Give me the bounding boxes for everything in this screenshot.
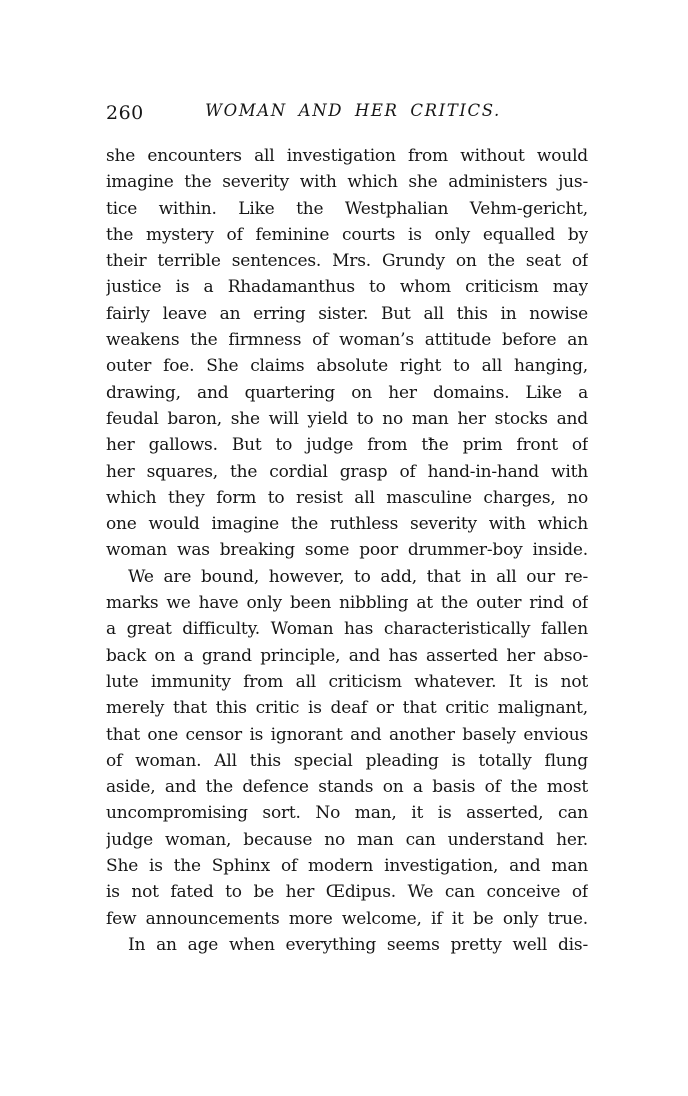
text-line: one would imagine the ruthless severity with which (106, 514, 588, 535)
text-line: woman was breaking some poor drummer-boy inside. (106, 540, 588, 561)
text-line: feudal baron, she will yield to no man her stocks and (106, 408, 588, 429)
text-line: fairly leave an erring sister. But all this in nowise (106, 303, 588, 324)
text-line: imagine the severity with which she administers jus- (106, 172, 588, 193)
text-line: justice is a Rhadamanthus to whom criticism may (106, 277, 588, 298)
text-line-paragraph-start: We are bound, however, to add, that in all our re- (128, 566, 588, 587)
text-line: uncompromising sort. No man, it is asserted, can (106, 803, 588, 824)
text-line: judge woman, because no man can understand her. (106, 829, 588, 850)
text-line: marks we have only been nibbling at the outer rind of (106, 593, 588, 614)
text-line: the mystery of feminine courts is only equalled by (106, 224, 588, 245)
text-line: which they form to resist all masculine charges, no (106, 487, 588, 508)
running-title: WOMAN AND HER CRITICS. (205, 101, 501, 120)
text-line: back on a grand principle, and has asserted her abso- (106, 645, 588, 666)
text-line: a great difficulty. Woman has characteristically fallen (106, 619, 588, 640)
text-line: weakens the firmness of woman’s attitude before an (106, 330, 588, 351)
text-line: that one censor is ignorant and another basely envious (106, 724, 588, 745)
text-line: outer foe. She claims absolute right to all hanging, (106, 356, 588, 377)
page-number: 260 (106, 102, 144, 124)
text-line: merely that this critic is deaf or that critic malignant, (106, 698, 588, 719)
text-line: tice within. Like the Westphalian Vehm-gericht, (106, 198, 588, 219)
text-line: is not fated to be her Œdipus. We can conceive of (106, 882, 588, 903)
text-line-paragraph-start: In an age when everything seems pretty well dis- (128, 934, 588, 955)
text-line: she encounters all investigation from without would (106, 146, 588, 166)
text-line: of woman. All this special pleading is totally flung (106, 750, 588, 771)
text-line: their terrible sentences. Mrs. Grundy on the seat of (106, 251, 588, 272)
text-line: few announcements more welcome, if it be only true. (106, 908, 588, 929)
running-header (106, 101, 588, 125)
text-line: lute immunity from all criticism whatever. It is not (106, 671, 588, 692)
text-line: drawing, and quartering on her domains. Like a (106, 382, 588, 403)
text-line: her gallows. But to judge from tħe prim front of (106, 435, 588, 456)
page-body (106, 143, 588, 958)
text-line: She is the Sphinx of modern investigation, and man (106, 856, 588, 877)
text-line: her squares, the cordial grasp of hand-in-hand with (106, 461, 588, 482)
text-line: aside, and the defence stands on a basis of the most (106, 777, 588, 798)
